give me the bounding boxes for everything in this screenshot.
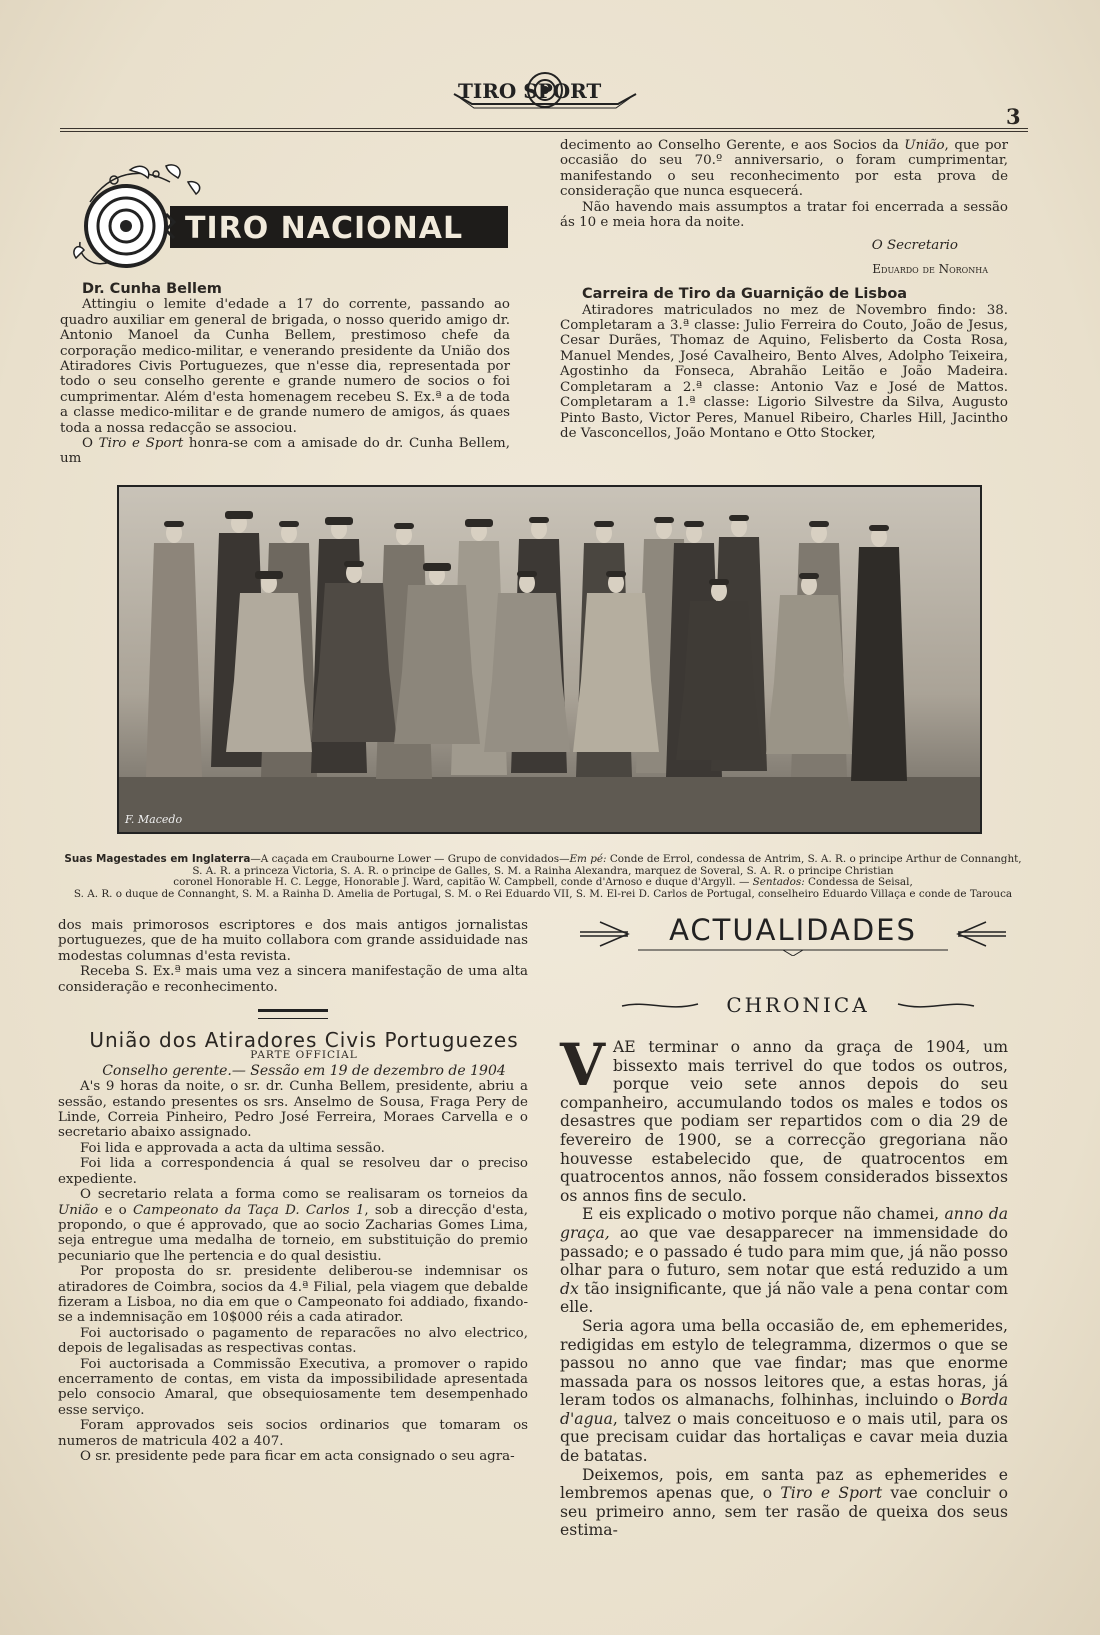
actualidades-title: ACTUALIDADES bbox=[669, 913, 917, 947]
session-heading: Conselho gerente.— Sessão em 19 de dezembro de 1904 bbox=[102, 1062, 506, 1079]
paragraph: Attingiu o lemite d'edade a 17 do corrente, passando ao quadro auxiliar em general de brigada, o nosso querido amigo dr. Antonio Manoel da Cunha Bellem, prestimoso chefe da corporação medico-militar, e venerando presidente da União dos Atiradores Civis Portuguezes, que n'esse dia, representada por todo o seu conselho gerente e grande numero de socios o foi cumprimentar. Além d'esta homenagem recebeu S. Ex.ª a de toda a classe medico-militar e de grande numero de amigos, ás quaes toda a nossa redacção se associou. bbox=[60, 297, 510, 436]
paragraph: Foi lida e approvada a acta da ultima sessão. bbox=[80, 1140, 385, 1156]
target-icon bbox=[86, 186, 166, 266]
paragraph: Receba S. Ex.ª mais uma vez a sincera manifestação de uma alta consideração e reconhecimento. bbox=[58, 964, 528, 995]
paragraph: O secretario relata a forma como se realisaram os torneios da União e o Campeonato da Taça D. Carlos 1, sob a direcção d'esta, propondo, o que é approvado, que ao socio Zacharias Gomes Lima, seja entregue uma medalha de torneio, em substituição do premio pecuniario que lhe pertencia e do qual desistiu. bbox=[58, 1187, 528, 1264]
paragraph: Foi lida a correspondencia á qual se resolveu dar o preciso expediente. bbox=[58, 1156, 528, 1187]
signature-title: O Secretario bbox=[871, 238, 958, 254]
paragraph: Seria agora uma bella occasião de, em ephemerides, redigidas em estylo de telegramma, dizermos o que se passou no anno que vae findar; mas que enorme massada para os nossos leitores que, a estas horas, já leram todos os almanachs, folhinhas, incluindo o Borda d'agua, talvez o mais conceituoso e o mais util, para os que precisam cuidar das hortaliças e cavar meia duzia de batatas. bbox=[560, 1316, 1008, 1466]
header-rule bbox=[60, 128, 1028, 132]
paragraph: Não havendo mais assumptos a tratar foi encerrada a sessão ás 10 e meia hora da noite. bbox=[560, 199, 1008, 231]
paragraph: Foram approvados seis socios ordinarios que tomaram os numeros de matricula 402 a 407. bbox=[58, 1418, 528, 1449]
tiro-nacional-banner bbox=[70, 162, 520, 274]
page-number: 3 bbox=[1006, 104, 1021, 129]
heading-carreira-de-tiro: Carreira de Tiro da Guarnição de Lisboa bbox=[582, 286, 908, 303]
article-uniao bbox=[58, 918, 528, 1464]
parte-official-label: PARTE OFFICIAL bbox=[250, 1049, 358, 1062]
photographer-signature: F. Macedo bbox=[125, 813, 183, 826]
group-photo bbox=[117, 485, 982, 834]
article-cunha-bellem bbox=[60, 282, 510, 467]
paragraph: O Tiro e Sport honra-se com a amisade do dr. Cunha Bellem, um bbox=[60, 436, 510, 467]
paragraph: A's 9 horas da noite, o sr. dr. Cunha Bellem, presidente, abriu a sessão, estando presentes os srs. Anselmo de Sousa, Fraga Pery de Linde, Correia Pinheiro, Pedro José Ferreira, Moraes Carvella e o secretario abaixo assignado. bbox=[58, 1079, 528, 1141]
chronica-header bbox=[618, 990, 978, 1020]
flourish-right-icon bbox=[898, 1004, 974, 1007]
section-divider bbox=[258, 1009, 328, 1019]
paragraph: O sr. presidente pede para ficar em acta consignado o seu agra- bbox=[80, 1449, 515, 1464]
paragraph: dos mais primorosos escriptores e dos mais antigos jornalistas portuguezes, que de ha muito collabora com grande assiduidade nas modestas columnas d'esta revista. bbox=[58, 918, 528, 964]
paragraph: Por proposta do sr. presidente deliberou-se indemnisar os atiradores de Coimbra, socios da 4.ª Filial, pela viagem que debalde fizeram a Lisboa, no dia em que o Campeonato foi addiado, fixando-se a indemnisação em 10$000 réis a cada atirador. bbox=[58, 1264, 528, 1326]
ornament-right-icon bbox=[958, 922, 1006, 946]
paragraph: VAE terminar o anno da graça de 1904, um bissexto mais terrivel do que todos os outros, porque veio sete annos depois do seu companheiro, accumulando todos os males e todos os desastres que podiam ser repartidos com o dia 29 de fevereiro de 1900, se a correcção gregoriana não houvesse estabelecido que, de quatrocentos em quatrocentos annos, não fossem considerados bissextos os annos fins de seculo. bbox=[560, 1031, 1008, 1205]
paragraph: Foi auctorisado o pagamento de reparacões no alvo electrico, depois de legalisadas as respectivas contas. bbox=[58, 1325, 528, 1357]
paragraph: E eis explicado o motivo porque não chamei, anno da graça, ao que vae desapparecer na immensidade do passado; e o passado é tudo para mim que, já não posso olhar para o futuro, sem notar que está reduzido a um dx tão insignificante, que já não vale a pena contar com elle. bbox=[560, 1205, 1008, 1317]
flourish-left-icon bbox=[622, 1004, 698, 1007]
signature-name: Eduardo de Noronha bbox=[872, 261, 988, 276]
drop-cap: V bbox=[560, 1031, 606, 1099]
banner-title: TIRO NACIONAL bbox=[185, 211, 464, 246]
photo-caption: Suas Magestades em Inglaterra—A caçada em Craubourne Lower — Grupo de convidados—Em pé: Conde de Errol, condessa de Antrim, S. A. R. o principe Arthur de Connanght, S. A. R. a princeza Victoria, S. A. R. o principe de Galles, S. M. a Rainha Alexandra, marquez de Soveral, S. A. R. o principe Christian coronel Honorable H. C. Legge, Honorable J. Ward, capitão W. Campbell, conde d'Arnoso e duque d'Argyll. — Sentados: Condessa de Seisal, S. A. R. o duque de Connanght, S. M. a Rainha D. Amelia de Portugal, S. M. o Rei Eduardo VII, S. M. El-rei D. Carlos de Portugal, conselheiro Eduardo Villaça e conde de Tarouca bbox=[64, 853, 1022, 900]
section-title-uniao: União dos Atiradores Civis Portuguezes bbox=[89, 1028, 519, 1053]
masthead-title: TIRO SPORT bbox=[458, 79, 602, 103]
paragraph: Atiradores matriculados no mez de Novembro findo: 38. Completaram a 3.ª classe: Julio Ferreira do Couto, João de Jesus, Cesar Durães, Thomaz de Aquino, Felisberto da Costa Rosa, Manuel Mendes, José Cavalheiro, Bento Alves, Adolpho Teixeira, Agostinho da Fonseca, Abrahão Leitão e João Madeira. Completaram a 2.ª classe: Antonio Vaz e José de Mattos. Completaram a 1.ª classe: Ligorio Silvestre da Silva, Augusto Pinto Basto, Victor Peres, Manuel Ribeiro, Charles Hill, Jacintho de Vasconcellos, João Montano e Otto Stocker, bbox=[560, 302, 1008, 441]
article-chronica bbox=[560, 1031, 1008, 1540]
chronica-title: CHRONICA bbox=[726, 993, 870, 1017]
paragraph: decimento ao Conselho Gerente, e aos Socios da União, que por occasião do seu 70.º anniversario, o foram cumprimentar, manifestando o seu reconhecimento por esta prova de consideração que nunca esquecerá. bbox=[560, 138, 1008, 200]
ornament-left-icon bbox=[580, 922, 628, 946]
paragraph: Deixemos, pois, em santa paz as ephemerides e lembremos apenas que, o Tiro e Sport vae concluir o seu primeiro anno, sem ter rasão de queixa dos seus estima- bbox=[560, 1465, 1008, 1540]
article-secretario bbox=[560, 138, 1008, 441]
photo-figure bbox=[851, 525, 907, 781]
actualidades-header bbox=[578, 910, 1008, 956]
heading-cunha-bellem: Dr. Cunha Bellem bbox=[82, 281, 222, 297]
masthead-logo bbox=[450, 68, 640, 118]
photo-figure bbox=[146, 521, 202, 777]
paragraph: Foi auctorisada a Commissão Executiva, a promover o rapido encerramento de contas, em vista da impossibilidade apresentada pelo consocio Amaral, que obsequiosamente tem desempenhado esse serviço. bbox=[58, 1356, 528, 1418]
